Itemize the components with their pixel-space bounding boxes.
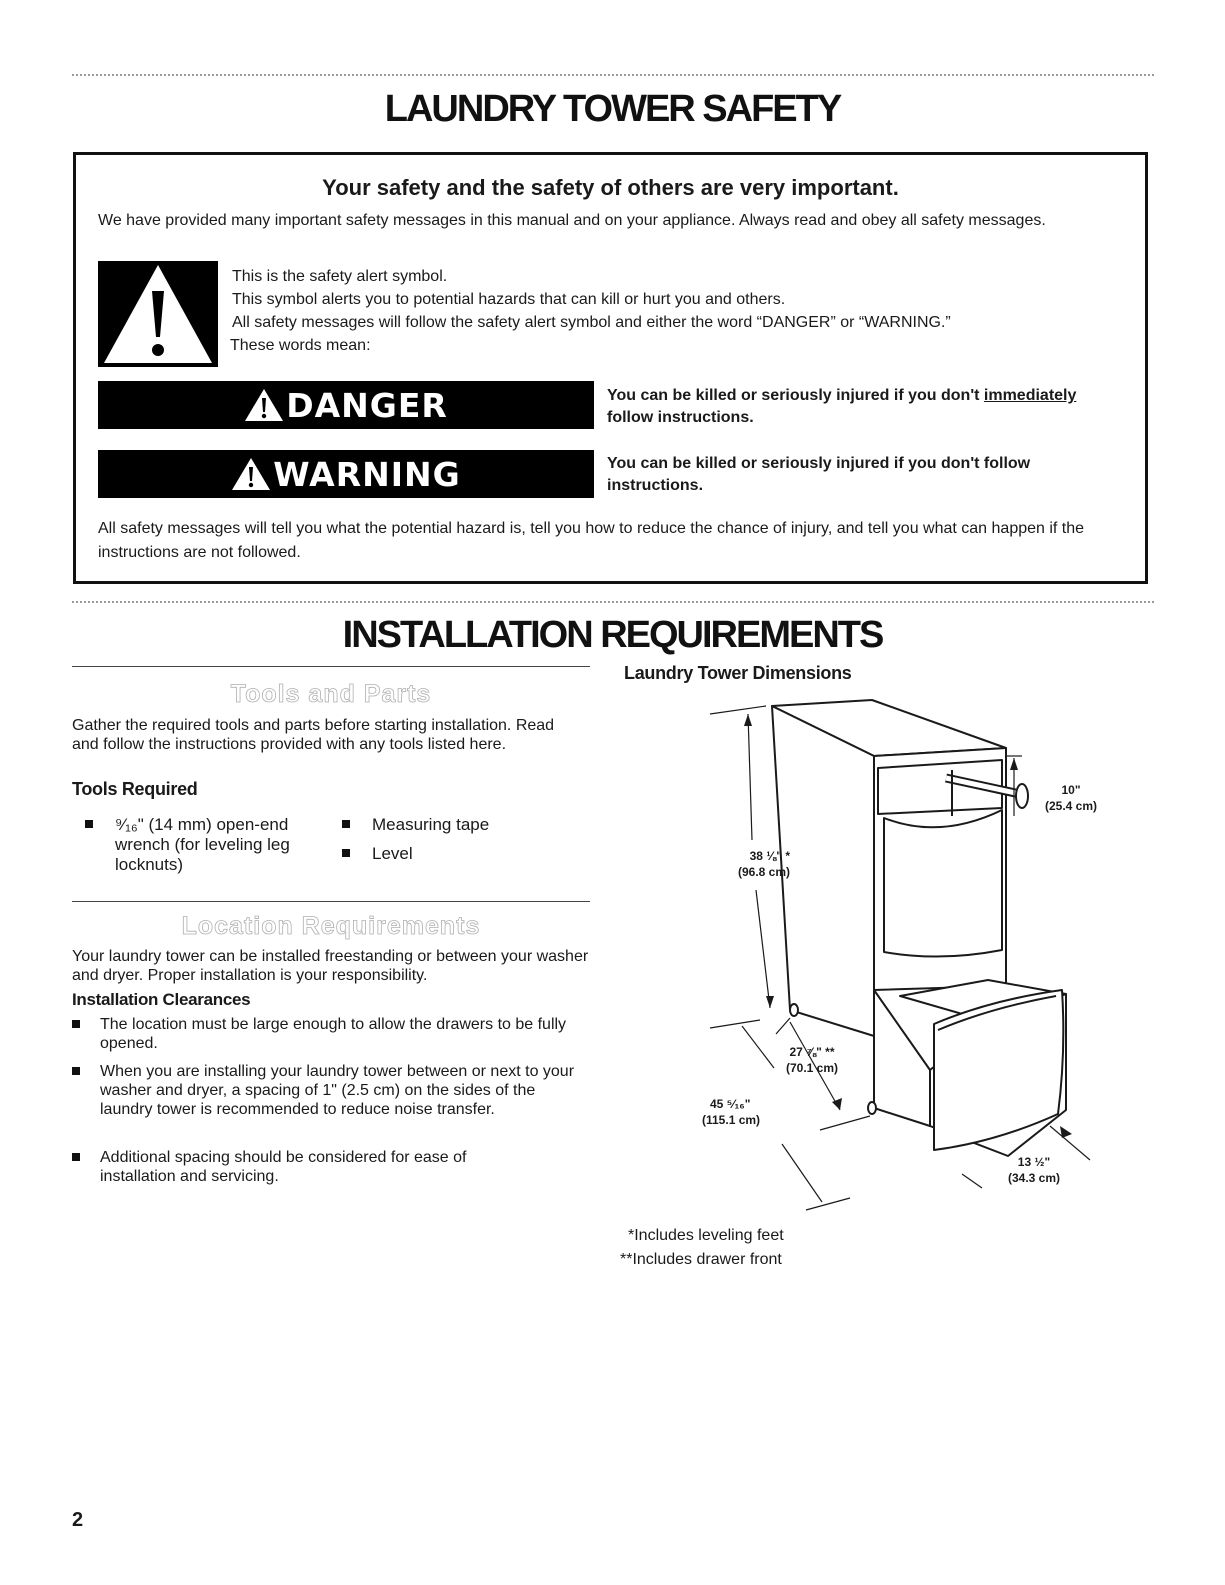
warning-label: WARNING xyxy=(273,454,461,494)
warning-text: You can be killed or seriously injured if you don't follow instructions. xyxy=(607,455,1031,494)
installation-title: INSTALLATION REQUIREMENTS xyxy=(342,614,883,656)
danger-label: DANGER xyxy=(286,385,448,425)
danger-text-before: You can be killed or seriously injured if you don't xyxy=(607,387,984,404)
safety-outro: All safety messages will tell you what the potential hazard is, tell you how to reduce the chance of injury, and tell you what can happen if the instructions are not followed. xyxy=(98,520,1085,561)
tool-label: ⁹⁄₁₆" (14 mm) open-end wrench (for leveling leg locknuts) xyxy=(115,815,290,874)
alert-line: This is the safety alert symbol. xyxy=(232,268,448,285)
dim-depth-label xyxy=(1032,782,1110,814)
safety-box xyxy=(73,152,1148,584)
bullet-icon xyxy=(342,820,350,828)
safety-alert-icon xyxy=(98,261,218,367)
dim-open-in: 45 ⁵⁄₁₆" xyxy=(710,1097,751,1111)
tools-parts-rule xyxy=(72,666,590,667)
alert-line: These words mean: xyxy=(230,337,371,354)
location-rule xyxy=(72,901,590,902)
dimensions-heading: Laundry Tower Dimensions xyxy=(624,663,852,683)
safety-intro: We have provided many important safety messages in this manual and on your appliance. Always read and obey all safety messages. xyxy=(98,212,1046,229)
dim-drawer-cm: (70.1 cm) xyxy=(785,1061,839,1075)
location-heading: Location Requirements xyxy=(181,912,481,940)
dim-height-in: 38 ⅛" * xyxy=(749,849,790,863)
alert-triangle-icon xyxy=(244,388,284,422)
danger-text-underlined: immediately xyxy=(983,387,1077,404)
tool-label: Level xyxy=(372,844,413,863)
page-number: 2 xyxy=(72,1509,84,1531)
dim-width-cm: (34.3 cm) xyxy=(1007,1171,1061,1185)
middle-dotted-rule xyxy=(72,601,1154,603)
tools-required-heading: Tools Required xyxy=(72,779,198,799)
danger-bar xyxy=(98,381,594,429)
dim-width-in: 13 ½" xyxy=(1017,1155,1051,1169)
danger-text-after: follow instructions. xyxy=(607,409,754,426)
dim-drawer-label xyxy=(764,1044,860,1076)
alert-line: All safety messages will follow the safety alert symbol and either the word “DANGER” or “WARNING.” xyxy=(232,314,951,331)
bullet-icon xyxy=(72,1153,80,1161)
warning-bar xyxy=(98,450,594,498)
dim-drawer-in: 27 ⅞" ** xyxy=(789,1045,835,1059)
footnote-drawer-front: **Includes drawer front xyxy=(620,1251,782,1268)
laundry-tower-drawing xyxy=(690,690,1110,1220)
safety-heading: Your safety and the safety of others are very important. xyxy=(322,175,899,200)
clearance-text: When you are installing your laundry tower between or next to your washer and dryer, a spacing of 1" (2.5 cm) on the sides of the laundry tower is recommended to reduce noise transfer. xyxy=(100,1063,575,1118)
danger-text xyxy=(607,385,1127,429)
bullet-icon xyxy=(72,1067,80,1075)
location-intro: Your laundry tower can be installed freestanding or between your washer and dryer. Proper installation is your responsibility. xyxy=(72,948,589,984)
dim-depth-cm: (25.4 cm) xyxy=(1044,799,1098,813)
footnote-leveling-feet: *Includes leveling feet xyxy=(628,1227,784,1244)
safety-title: LAUNDRY TOWER SAFETY xyxy=(384,88,841,130)
alert-triangle-icon xyxy=(231,457,271,491)
dim-height-cm: (96.8 cm) xyxy=(737,865,790,879)
clearance-text: Additional spacing should be considered for ease of installation and servicing. xyxy=(100,1149,467,1185)
tool-label: Measuring tape xyxy=(372,815,490,834)
dim-open-cm: (115.1 cm) xyxy=(702,1113,761,1127)
top-dotted-rule xyxy=(72,74,1154,76)
bullet-icon xyxy=(72,1020,80,1028)
dim-depth-in: 10" xyxy=(1061,783,1081,797)
clearance-text: The location must be large enough to allow the drawers to be fully opened. xyxy=(100,1016,567,1052)
dim-open-label xyxy=(702,1096,782,1128)
tools-parts-heading: Tools and Parts xyxy=(230,680,432,708)
dim-width-label xyxy=(996,1154,1072,1186)
bullet-icon xyxy=(85,820,93,828)
clearances-heading: Installation Clearances xyxy=(72,990,251,1009)
laundry-tower-diagram xyxy=(690,690,1110,1220)
alert-line: This symbol alerts you to potential hazards that can kill or hurt you and others. xyxy=(232,291,786,308)
bullet-icon xyxy=(342,849,350,857)
dim-height-label xyxy=(708,848,790,880)
tools-parts-intro: Gather the required tools and parts before starting installation. Read and follow the instructions provided with any tools listed here. xyxy=(72,717,555,753)
alert-symbol-description xyxy=(232,265,1112,357)
